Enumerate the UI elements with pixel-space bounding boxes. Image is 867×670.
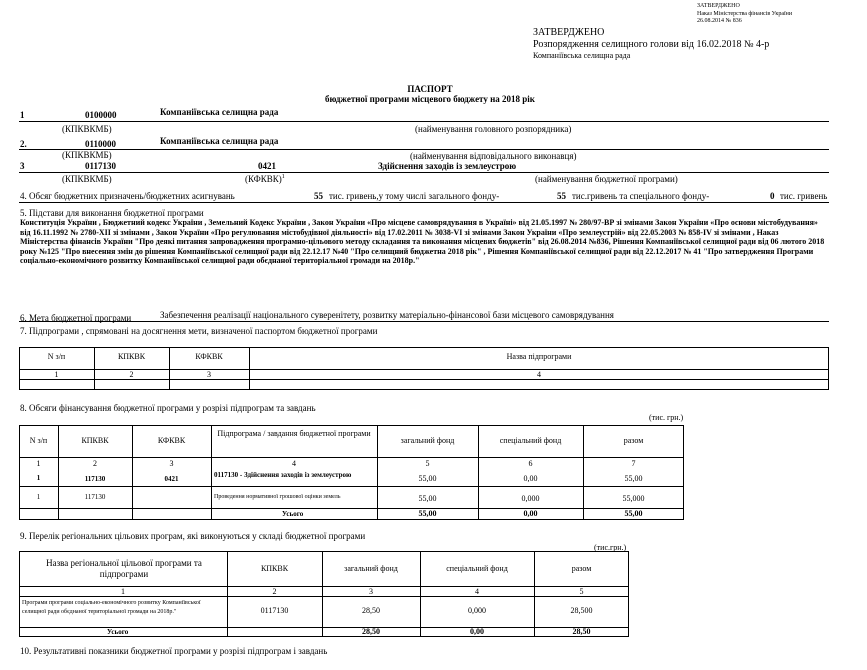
sec8-num-1: 1 (36, 459, 41, 468)
sec4-general-text: тис.гривень та спеціального фонду- (572, 191, 710, 201)
sec9-row1-total: 28,500 (570, 606, 593, 615)
row1-code-caption: (КПКВКМБ) (62, 124, 112, 134)
passport-title: ПАСПОРТ (407, 84, 453, 94)
sec9-header-kpkvk: КПКВК (260, 564, 289, 573)
sec4-special: 0 (770, 191, 775, 201)
sec8-row1-num: 1 (36, 474, 41, 482)
sec7-header-num: N з/п (47, 352, 66, 361)
sec9-total-special: 0,00 (470, 627, 484, 636)
sec8-header-general: загальний фонд (400, 436, 455, 445)
sec8-total-total: 55,00 (624, 509, 643, 518)
sec8-row2-special: 0,000 (521, 494, 540, 503)
sec8-num-3: 3 (169, 459, 174, 468)
sec8-row2-kpkvk: 117130 (84, 493, 106, 501)
approval-small-title: ЗАТВЕРДЖЕНО (697, 3, 740, 9)
sec7-header-name: Назва підпрограми (506, 352, 572, 361)
sec8-header-num: N з/п (29, 436, 48, 445)
sec8-label: 8. Обсяги фінансування бюджетної програми у розрізі підпрограм та завдань (20, 403, 316, 413)
passport-subtitle: бюджетної програми місцевого бюджету на 2018 рік (325, 94, 535, 104)
row1-underline (19, 121, 829, 122)
row1-name: Компаніївська селищна рада (160, 107, 279, 117)
sec9-row1-kpkvk: 0117130 (260, 606, 289, 615)
sec4-total-text: тис. гривень,у тому числі загального фонду- (329, 191, 500, 201)
approval-small-date: 26.08.2014 № 836 (697, 18, 742, 24)
sec8-row1-line (19, 486, 684, 487)
sec8-row1-task: 0117130 - Здійснення заходів із землеустрою (214, 471, 352, 479)
sec8-num-6: 6 (528, 459, 533, 468)
sec6-underline (19, 321, 829, 322)
sec4-underline (19, 202, 829, 203)
sec9-num-3: 3 (369, 587, 373, 596)
sec8-header-kfkvk: КФКВК (157, 436, 186, 445)
sec8-num-7: 7 (631, 459, 636, 468)
sec5-legal-basis: Конституція України , Бюджетний кодекс України , Земельний Кодекс України , Закон України «Про місцеве самоврядування в Україні» від 21.05.1997 № 280/97-ВР зі змінами Закон України «Про основи містобудування» від 16.11.1992 № 2780-XII зі змінами , Закон України «Про регулювання містобудівної діяльності» від 17.02.2011 № 3038-VI зі змінами Закон України «Про землеустрій» від 22.05.2003 № 858-IV зі змінами , Наказ Міністерства фінансів України "Про деякі питання запровадження програмно-цільового методу складання та виконання місцевих бюджетів" від 26.08.2014 №836, Рішення Компаніївської селищної ради від 06 лютого 2018 року №125 "Про внесення змін до рішення Компаніївської селищної ради від 22.12.17 №40 "Про селищний бюджетна 2018 рік" , Рішення Компаніївської селищної ради від 22.12.2017 № 41 "Про затвердження Програми соціально-економічного розвитку Компаніївської селищної ради обєднаної територіальної громади на 2018р." (20, 218, 825, 266)
approval-small-order: Наказ Міністерства фінансів України (697, 11, 793, 17)
sec8-col-line-3 (211, 425, 212, 520)
row1-name-caption: (найменування головного розпорядника) (415, 124, 572, 134)
sec8-row1-special: 0,00 (523, 474, 538, 483)
sec9-unit: (тис.грн.) (594, 543, 627, 552)
sec7-num-1: 1 (54, 370, 59, 379)
row3-kfkvk: 0421 (258, 161, 276, 171)
sec9-num-1: 1 (121, 587, 125, 596)
row3-name-caption: (найменування бюджетної програми) (535, 174, 678, 184)
sec8-row2-task: Проведення нормативної грошової оцінки земель (214, 494, 341, 500)
sec8-row2-total: 55,000 (622, 494, 645, 503)
row2-number: 2. (20, 139, 27, 149)
sec9-total-label: Усього (107, 628, 129, 636)
sec4-label: 4. Обсяг бюджетних призначень/бюджетних асигнувань (20, 191, 235, 201)
sec8-row1-general: 55,00 (418, 474, 437, 483)
row3-number: 3 (20, 161, 25, 171)
sec9-num-5: 5 (579, 587, 584, 596)
sec7-num-3: 3 (207, 370, 211, 379)
sec9-header-general: загальний фонд (344, 564, 398, 573)
sec9-row1-general: 28,50 (362, 606, 380, 615)
row2-name-caption: (найменування відповідального виконавця) (410, 151, 577, 161)
row2-code: 0110000 (85, 139, 117, 149)
sec8-header-line (19, 457, 684, 458)
sec9-label: 9. Перелік регіональних цільових програм, які виконуються у складі бюджетної програми (20, 531, 366, 541)
sec8-row2-num: 1 (36, 493, 41, 501)
sec9-num-line (19, 596, 629, 597)
sec9-total-total: 28,50 (572, 627, 591, 636)
sec9-header-special: спеціальний фонд (446, 564, 508, 573)
sec8-total-label: Усього (282, 510, 304, 518)
sec9-row1-special: 0,000 (468, 606, 486, 615)
sec7-num-2: 2 (129, 370, 134, 379)
sec9-header-name: Назва регіональної цільової програми та підпрограми (46, 558, 202, 579)
approval-order: Розпорядження селищного голови від 16.02.2018 № 4-р (533, 39, 770, 50)
row3-code: 0117130 (85, 161, 117, 171)
sec8-unit: (тис. грн.) (649, 413, 684, 422)
sec7-num-4: 4 (537, 370, 541, 379)
row3-name: Здійснення заходів із землеустрою (378, 161, 517, 171)
sec7-row-line-2 (19, 379, 829, 380)
sec8-num-5: 5 (425, 459, 430, 468)
sec7-label: 7. Підпрограми , спрямовані на досягнення мети, визначеної паспортом бюджетної програми (20, 326, 378, 336)
sec8-row1-kfkvk: 0421 (164, 475, 179, 483)
sec9-num-2: 2 (272, 587, 277, 596)
sec4-special-text: тис. гривень (780, 191, 828, 201)
sec9-total-general: 28,50 (362, 627, 380, 636)
sec8-header-kpkvk: КПКВК (81, 436, 109, 445)
row2-code-caption: (КПКВКМБ) (62, 150, 112, 160)
sec6-goal: Забезпечення реалізації національного суверенітету, розвитку матеріально-фінансової бази місцевого самоврядування (160, 310, 614, 320)
sec8-row1-kpkvk: 117130 (84, 475, 106, 483)
sec5-label: 5. Підстави для виконання бюджетної програми (20, 208, 204, 218)
footnote-mark: 1 (281, 174, 285, 180)
row2-name: Компаніївська селищна рада (160, 136, 279, 146)
sec8-row2-general: 55,00 (418, 494, 437, 503)
sec9-num-4: 4 (475, 587, 479, 596)
sec9-row1-name: Програми програми соціально-економічного розвитку Компаніївської селищної ради обєднаної територіальної громади на 2018р." (22, 600, 201, 615)
sec7-header-kfkvk: КФКВК (195, 352, 223, 361)
sec8-num-2: 2 (93, 459, 97, 468)
row3-kfkvk-caption: (КФКВК)$^1$ (245, 174, 285, 184)
sec6-label: 6. Мета бюджетної програми (20, 313, 132, 323)
sec8-total-general: 55,00 (418, 509, 437, 518)
row2-underline (19, 149, 829, 150)
row1-number: 1 (20, 110, 25, 120)
sec8-total-special: 0,00 (523, 509, 538, 518)
sec8-header-task: Підпрограма / завдання бюджетної програми (217, 429, 371, 438)
sec8-row1-total: 55,00 (624, 474, 643, 483)
sec8-header-special: спеціальний фонд (499, 436, 562, 445)
sec4-general: 55 (557, 191, 566, 201)
approval-title: ЗАТВЕРДЖЕНО (533, 27, 605, 38)
approval-org: Компаніївська селищна рада (533, 51, 631, 60)
sec8-total-line (19, 508, 684, 509)
row1-code: 0100000 (85, 110, 117, 120)
sec10-label: 10. Результативні показники бюджетної програми у розрізі підпрограм і завдань (20, 646, 328, 656)
sec4-total: 55 (314, 191, 323, 201)
sec9-header-total: разом (571, 564, 592, 573)
row3-code-caption: (КПКВКМБ) (62, 174, 112, 184)
sec8-header-total: разом (623, 436, 644, 445)
row3-underline (19, 172, 829, 173)
sec8-num-4: 4 (292, 459, 296, 468)
sec7-header-kpkvk: КПКВК (117, 352, 146, 361)
